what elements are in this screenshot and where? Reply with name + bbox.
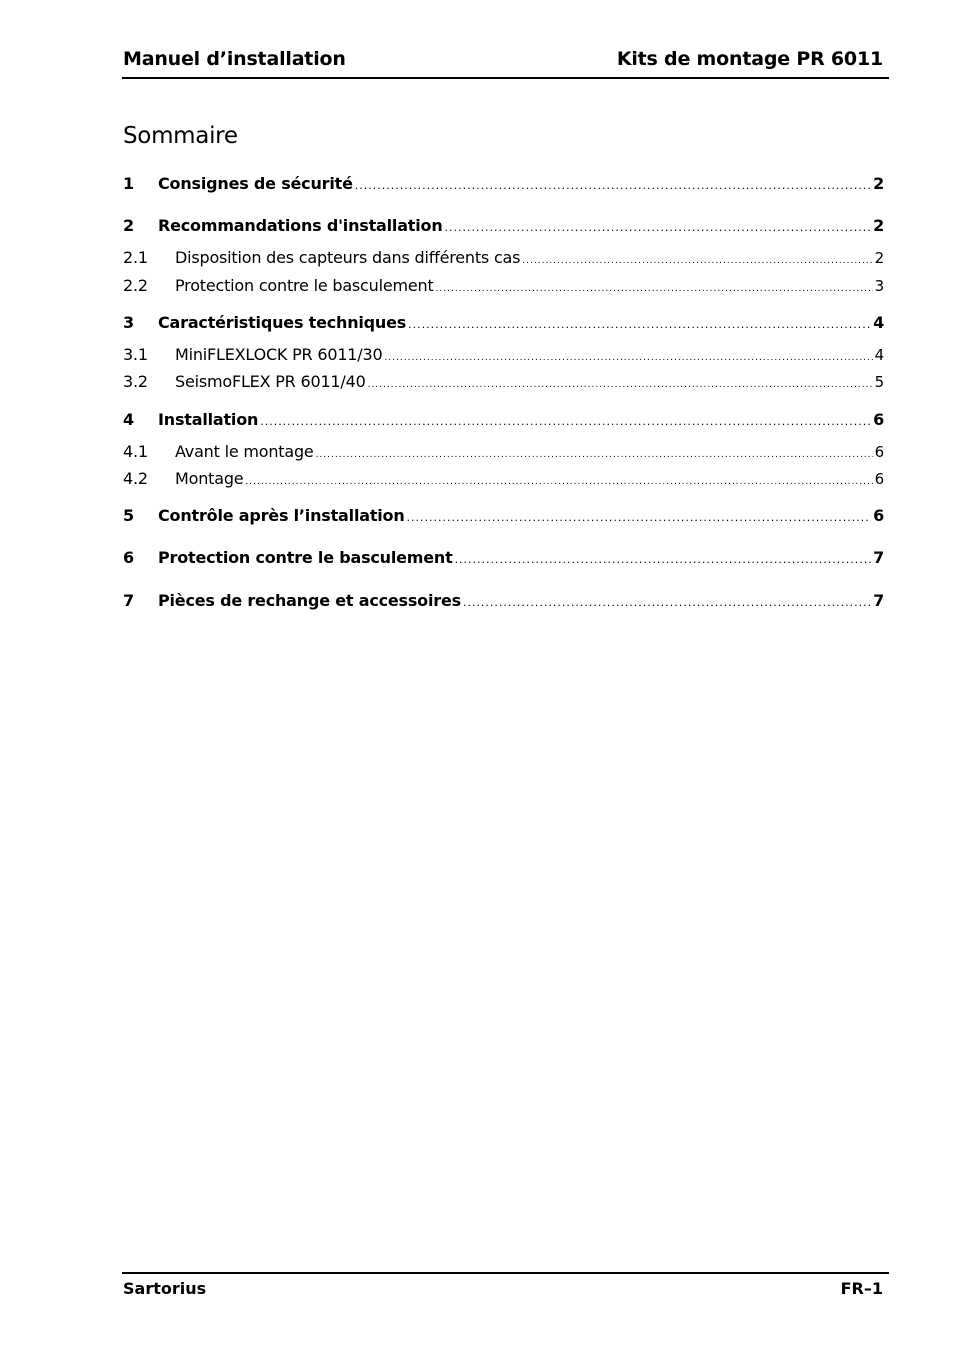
toc-dot-leader xyxy=(522,256,872,266)
toc-entry-number: 3 xyxy=(123,313,134,332)
toc-entry-number: 3.2 xyxy=(123,372,148,391)
toc-entry-number: 1 xyxy=(123,174,134,193)
toc-dot-leader xyxy=(445,221,872,234)
toc-entry-label: Consignes de sécurité xyxy=(158,174,353,193)
toc-entry-2-1[interactable] xyxy=(123,248,884,267)
toc-dot-leader xyxy=(407,511,872,524)
toc-entry-page: 7 xyxy=(873,591,884,610)
toc-entry-page: 4 xyxy=(873,313,884,332)
header-manual-title: Manuel d’installation xyxy=(123,48,346,70)
toc-entry-label: Pièces de rechange et accessoires xyxy=(158,591,461,610)
toc-dot-leader xyxy=(436,284,873,294)
toc-entry-7[interactable] xyxy=(123,591,884,610)
toc-entry-label: Avant le montage xyxy=(175,442,314,461)
toc-entry-number: 2 xyxy=(123,216,134,235)
page-title: Sommaire xyxy=(123,123,238,149)
toc-dot-leader xyxy=(408,318,871,331)
toc-dot-leader xyxy=(368,380,873,390)
toc-entry-label: Protection contre le basculement xyxy=(158,548,453,567)
toc-entry-label: Installation xyxy=(158,410,259,429)
toc-entry-number: 2.2 xyxy=(123,276,148,295)
toc-dot-leader xyxy=(316,450,873,460)
toc-entry-page: 5 xyxy=(874,373,884,391)
toc-entry-3-2[interactable] xyxy=(123,372,884,391)
toc-entry-page: 7 xyxy=(873,548,884,567)
toc-entry-label: Protection contre le basculement xyxy=(175,276,434,295)
toc-dot-leader xyxy=(245,477,872,487)
toc-entry-number: 4.1 xyxy=(123,442,148,461)
toc-entry-label: SeismoFLEX PR 6011/40 xyxy=(175,372,366,391)
toc-entry-number: 7 xyxy=(123,591,134,610)
toc-entry-4[interactable] xyxy=(123,410,884,429)
toc-entry-2-2[interactable] xyxy=(123,276,884,295)
toc-dot-leader xyxy=(455,553,872,566)
footer-page-number: FR–1 xyxy=(840,1279,883,1298)
toc-entry-number: 3.1 xyxy=(123,345,148,364)
toc-entry-1[interactable] xyxy=(123,174,884,193)
toc-entry-label: Disposition des capteurs dans différents cas xyxy=(175,248,521,267)
toc-dot-leader xyxy=(260,415,871,428)
toc-entry-number: 2.1 xyxy=(123,248,148,267)
toc-entry-page: 4 xyxy=(874,346,884,364)
header-product-title: Kits de montage PR 6011 xyxy=(616,48,883,70)
page-header xyxy=(122,46,889,79)
toc-entry-page: 6 xyxy=(874,470,884,488)
toc-entry-6[interactable] xyxy=(123,548,884,567)
toc-entry-2[interactable] xyxy=(123,216,884,235)
toc-entry-5[interactable] xyxy=(123,506,884,525)
toc-entry-page: 2 xyxy=(874,249,884,267)
toc-entry-3-1[interactable] xyxy=(123,345,884,364)
toc-entry-label: Contrôle après l’installation xyxy=(158,506,405,525)
toc-entry-4-1[interactable] xyxy=(123,442,884,461)
toc-entry-number: 6 xyxy=(123,548,134,567)
toc-entry-label: Caractéristiques techniques xyxy=(158,313,407,332)
toc-entry-page: 6 xyxy=(873,506,884,525)
toc-entry-page: 2 xyxy=(873,216,884,235)
footer-company: Sartorius xyxy=(123,1279,207,1298)
toc-entry-number: 4.2 xyxy=(123,469,148,488)
toc-entry-label: Montage xyxy=(175,469,244,488)
toc-entry-label: MiniFLEXLOCK PR 6011/30 xyxy=(175,345,383,364)
toc-dot-leader xyxy=(463,596,871,609)
toc-entry-number: 5 xyxy=(123,506,134,525)
toc-entry-page: 2 xyxy=(873,174,884,193)
toc-entry-number: 4 xyxy=(123,410,134,429)
toc-entry-page: 3 xyxy=(874,277,884,295)
toc-entry-4-2[interactable] xyxy=(123,469,884,488)
page-footer xyxy=(122,1272,889,1302)
toc-entry-3[interactable] xyxy=(123,313,884,332)
toc-dot-leader xyxy=(384,353,872,363)
toc-entry-label: Recommandations d'installation xyxy=(158,216,443,235)
toc-dot-leader xyxy=(355,179,871,192)
toc-entry-page: 6 xyxy=(874,443,884,461)
toc-entry-page: 6 xyxy=(873,410,884,429)
